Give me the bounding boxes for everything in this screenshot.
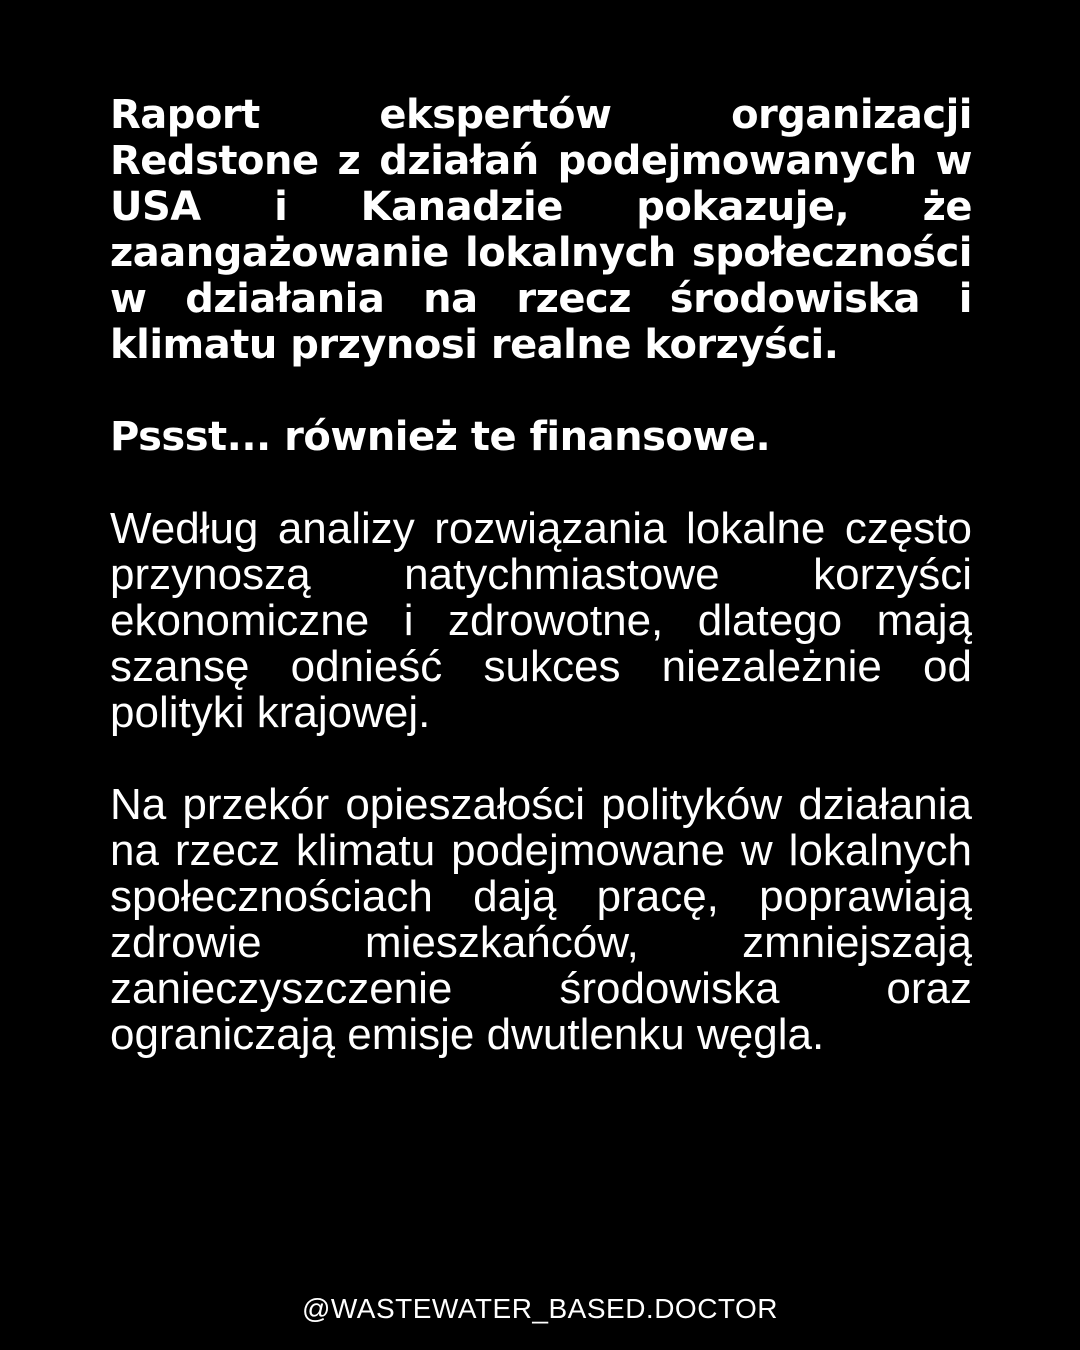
teaser-line: Pssst... również te finansowe. [110,414,771,460]
analysis-paragraph: Według analizy rozwiązania lokalne często przynoszą natychmiastowe korzyści ekonomiczne i zdrowotne, dlatego mają szansę odnieść sukces niezależnie od polityki krajowej. [110,504,972,737]
local-action-paragraph: Na przekór opieszałości polityków działania na rzecz klimatu podejmowane w lokalnych społecznościach dają pracę, poprawiają zdrowie mieszkańców, zmniejszają zanieczyszczenie środowiska oraz ograniczają emisje dwutlenku węgla. [110,780,972,1059]
post-body [110,92,972,1058]
account-handle: @WASTEWATER_BASED.DOCTOR [301,1293,779,1324]
intro-paragraph: Raport ekspertów organizacji Redstone z działań podejmowanych w USA i Kanadzie pokazuje, że zaangażowanie lokalnych społeczności w działania na rzecz środowiska i klimatu przynosi realne korzyści. [110,92,972,368]
